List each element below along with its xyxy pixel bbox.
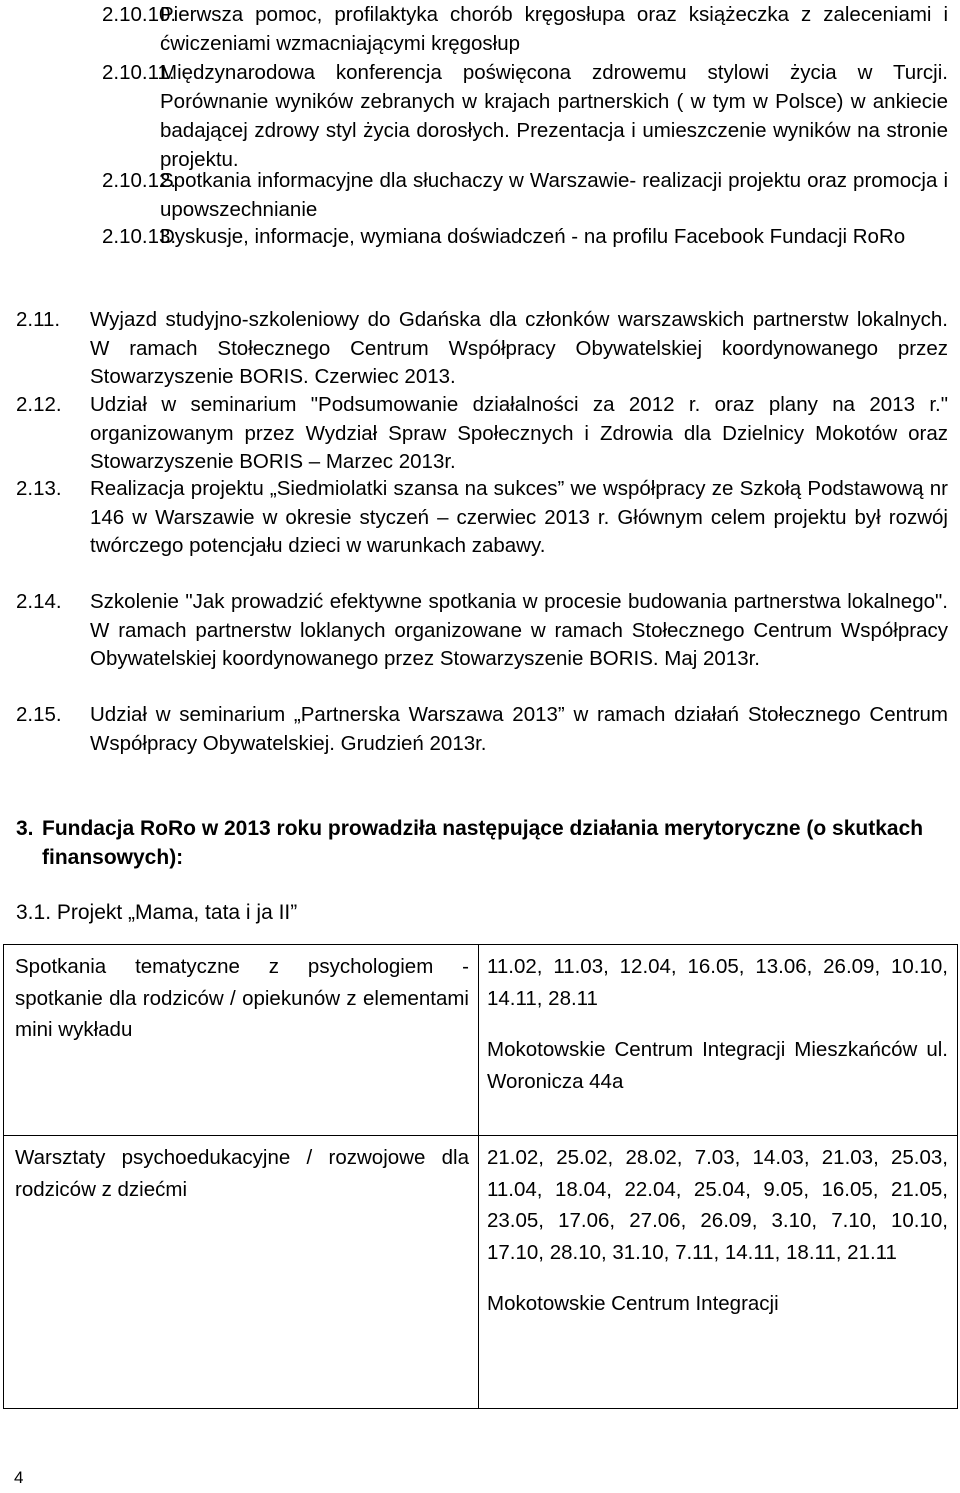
list-item-2-13: [16, 475, 948, 561]
dates-place-cell: [479, 1136, 958, 1409]
item-text: Wyjazd studyjno-szkoleniowy do Gdańska dla członków warszawskich partnerstw lokalnych. W ramach Stołecznego Centrum Współpracy Obywatelskiej koordynowanego przez Stowarzyszenie BORIS. Czerwiec 2013.: [90, 308, 948, 388]
item-number: 2.10.11.: [102, 61, 175, 84]
list-item-2-11: [16, 306, 948, 392]
dates-text: 21.02, 25.02, 28.02, 7.03, 14.03, 21.03, 25.03, 11.04, 18.04, 22.04, 25.04, 9.05, 16.05, 21.05, 23.05, 17.06, 27.06, 26.09, 3.10, 7.10, 10.10, 17.10, 28.10, 31.10, 7.11, 14.11, 18.11, 21.11: [487, 1146, 948, 1264]
activity-cell: Warsztaty psychoedukacyjne / rozwojowe dla rodziców z dziećmi: [4, 1136, 479, 1409]
list-item-2-10-11: [102, 58, 948, 174]
item-text: Realizacja projektu „Siedmiolatki szansa na sukces” we współpracy ze Szkołą Podstawową nr 146 w Warszawie w okresie styczeń – czerwiec 2013 r. Głównym celem projektu był rozwój twórczego potencjału dzieci w warunkach zabawy.: [90, 477, 948, 557]
item-number: 2.15.: [16, 703, 62, 726]
item-number: 2.10.12.: [102, 169, 177, 192]
item-text: Dyskusje, informacje, wymiana doświadczeń - na profilu Facebook Fundacji RoRo: [160, 225, 906, 248]
place-text: Mokotowskie Centrum Integracji: [487, 1292, 779, 1315]
list-item-2-15: [16, 701, 948, 758]
activity-cell: Spotkania tematyczne z psychologiem - spotkanie dla rodziców / opiekunów z elementami mini wykładu: [4, 945, 479, 1136]
item-number: 2.10.10.: [102, 3, 177, 26]
table-row: [4, 1136, 958, 1409]
item-text: Spotkania informacyjne dla słuchaczy w Warszawie- realizacji projektu oraz promocja i upowszechnianie: [160, 169, 948, 221]
section-number: 3.: [16, 817, 34, 840]
item-text: Międzynarodowa konferencja poświęcona zdrowemu stylowi życia w Turcji. Porównanie wyników zebranych w krajach partnerskich ( w tym w Polsce) w ankiecie badającej zdrowy styl życia dorosłych. Prezentacja i umieszczenie wyników na stronie projektu.: [160, 61, 948, 171]
list-item-2-10-10: [102, 0, 948, 58]
item-text: Udział w seminarium "Podsumowanie działalności za 2012 r. oraz plany na 2013 r." organizowanym przez Wydział Spraw Społecznych i Zdrowia dla Dzielnicy Mokotów oraz Stowarzyszenie BORIS – Marzec 2013r.: [90, 393, 948, 473]
section-heading: [16, 814, 946, 872]
schedule-table: [3, 944, 958, 1409]
place-text: Mokotowskie Centrum Integracji Mieszkańców ul. Woronicza 44a: [487, 1038, 948, 1093]
item-text: Udział w seminarium „Partnerska Warszawa 2013” w ramach działań Stołecznego Centrum Współpracy Obywatelskiej. Grudzień 2013r.: [90, 703, 948, 755]
table-row: [4, 945, 958, 1136]
item-number: 2.13.: [16, 477, 62, 500]
item-number: 2.10.13.: [102, 225, 177, 248]
list-item-2-12: [16, 391, 948, 477]
list-item-2-14: [16, 588, 948, 674]
item-number: 2.11.: [16, 308, 61, 331]
page-number: 4: [14, 1468, 24, 1487]
item-text: Pierwsza pomoc, profilaktyka chorób kręgosłupa oraz książeczka z zaleceniami i ćwiczeniami wzmacniającymi kręgosłup: [160, 3, 948, 55]
section-title: Fundacja RoRo w 2013 roku prowadziła następujące działania merytoryczne (o skutkach finansowych):: [42, 817, 924, 869]
list-item-2-10-12: [102, 166, 948, 224]
subsection-heading: 3.1. Projekt „Mama, tata i ja II”: [16, 901, 298, 924]
dates-place-cell: [479, 945, 958, 1136]
item-number: 2.14.: [16, 590, 62, 613]
dates-text: 11.02, 11.03, 12.04, 16.05, 13.06, 26.09, 10.10, 14.11, 28.11: [487, 955, 948, 1010]
item-text: Szkolenie "Jak prowadzić efektywne spotkania w procesie budowania partnerstwa lokalnego". W ramach partnerstw loklanych organizowane w ramach Stołecznego Centrum Współpracy Obywatelskiej koordynowanego przez Stowarzyszenie BORIS. Maj 2013r.: [90, 590, 948, 670]
item-number: 2.12.: [16, 393, 62, 416]
list-item-2-10-13: [102, 222, 948, 251]
